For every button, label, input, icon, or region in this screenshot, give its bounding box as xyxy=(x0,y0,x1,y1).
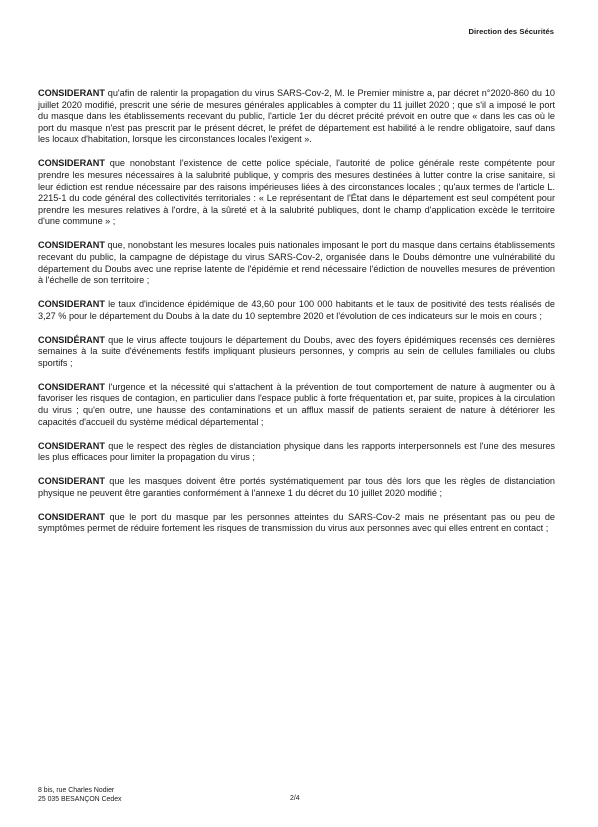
paragraph-keyword: CONSIDERANT xyxy=(38,476,105,487)
paragraph-keyword: CONSIDERANT xyxy=(38,440,105,451)
paragraph-text: que le respect des règles de distanciation physique dans les rapports interpersonnels est l'une des mesures les plus efficaces pour limiter la propagation du virus ; xyxy=(38,440,555,463)
paragraph-keyword: CONSIDERANT xyxy=(38,299,105,310)
paragraph-text: que nonobstant l'existence de cette police spéciale, l'autorité de police générale reste compétente pour prendre les mesures nécessaires à la salubrité publique, y compris des mesures destinées à lutter contre la crise sanitaire, si leur édiction est rendue nécessaire par des raisons impérieuses liées à des circonstances locales ; qu'aux termes de l'article L. 2215-1 du code général des collectivités territoriales : « Le représentant de l'État dans le département est seul compétent pour prendre les mesures relatives à l'ordre, à la sûreté et à la salubrité publiques, dont le champ d'application excède le territoire d'une commune » ; xyxy=(38,158,555,227)
paragraph-text: que les masques doivent être portés systématiquement par tous dès lors que les règles de distanciation physique ne peuvent être garanties conformément à l'annexe 1 du décret du 10 juillet 2020 modifié ; xyxy=(38,476,555,498)
document-body xyxy=(38,88,555,547)
considerant-paragraph xyxy=(38,240,555,286)
paragraph-keyword: CONSIDERANT xyxy=(38,381,105,392)
considerant-paragraph xyxy=(38,382,555,428)
paragraph-text: que, nonobstant les mesures locales puis nationales imposant le port du masque dans certains établissements recevant du public, la campagne de dépistage du virus SARS-Cov-2, organisée dans le Doubs démontre une vulnérabilité du département du Doubs avec une reprise latente de l'épidémie et rend nécessaire l'édiction de nouvelles mesures de prévention à l'échelle de son territoire ; xyxy=(38,240,555,286)
paragraph-keyword: CONSIDERANT xyxy=(38,240,105,251)
footer-address xyxy=(38,786,122,804)
header-department: Direction des Sécurités xyxy=(468,27,554,36)
paragraph-keyword: CONSIDERANT xyxy=(38,511,105,522)
paragraph-text: qu'afin de ralentir la propagation du virus SARS-Cov-2, M. le Premier ministre a, par décret n°2020-860 du 10 juillet 2020 modifié, prescrit une série de mesures générales applicables à compter du 11 juillet 2020 ; que s'il a imposé le port du masque dans les établissements recevant du public, l'article 1er du décret précité prévoit en outre que « dans les cas où le port du masque n'est pas prescrit par le présent décret, le préfet de département est habilité à le rendre obligatoire, sauf dans les locaux d'habitation, lorsque les circonstances locales l'exigent ». xyxy=(38,88,555,145)
page-number: 2/4 xyxy=(290,795,300,802)
considerant-paragraph xyxy=(38,158,555,228)
considerant-paragraph xyxy=(38,476,555,499)
considerant-paragraph xyxy=(38,441,555,464)
considerant-paragraph xyxy=(38,299,555,322)
considerant-paragraph xyxy=(38,88,555,146)
paragraph-text: que le virus affecte toujours le département du Doubs, avec des foyers épidémiques recensés ces dernières semaines à la suite d'événements festifs impliquant plusieurs personnes, y compris au sein de cellules familiales ou clubs sportifs ; xyxy=(38,334,555,368)
paragraph-keyword: CONSIDERANT xyxy=(38,88,105,98)
paragraph-text: l'urgence et la nécessité qui s'attachent à la prévention de tout comportement de nature à augmenter ou à favoriser les risques de contagion, en particulier dans l'espace public à forte fréquentation et, par suite, propices à la circulation du virus ; qu'en outre, une hausse des contaminations et un afflux massif de patients seraient de nature à détériorer les capacités d'accueil du système médical départemental ; xyxy=(38,381,555,427)
paragraph-text: que le port du masque par les personnes atteintes du SARS-Cov-2 mais ne présentant pas ou peu de symptômes permet de réduire fortement les risques de transmission du virus aux personnes avec qui elles entrent en contact ; xyxy=(38,511,555,534)
paragraph-keyword: CONSIDÉRANT xyxy=(38,334,105,345)
address-line: 25 035 BESANÇON Cedex xyxy=(38,796,122,803)
paragraph-text: le taux d'incidence épidémique de 43,60 pour 100 000 habitants et le taux de positivité des tests réalisés de 3,27 % pour le département du Doubs à la date du 10 septembre 2020 et l'évolution de ces indicateurs sur le mois en cours ; xyxy=(38,299,555,321)
paragraph-keyword: CONSIDERANT xyxy=(38,158,105,169)
considerant-paragraph xyxy=(38,335,555,370)
address-line: 8 bis, rue Charles Nodier xyxy=(38,787,115,794)
considerant-paragraph xyxy=(38,512,555,535)
